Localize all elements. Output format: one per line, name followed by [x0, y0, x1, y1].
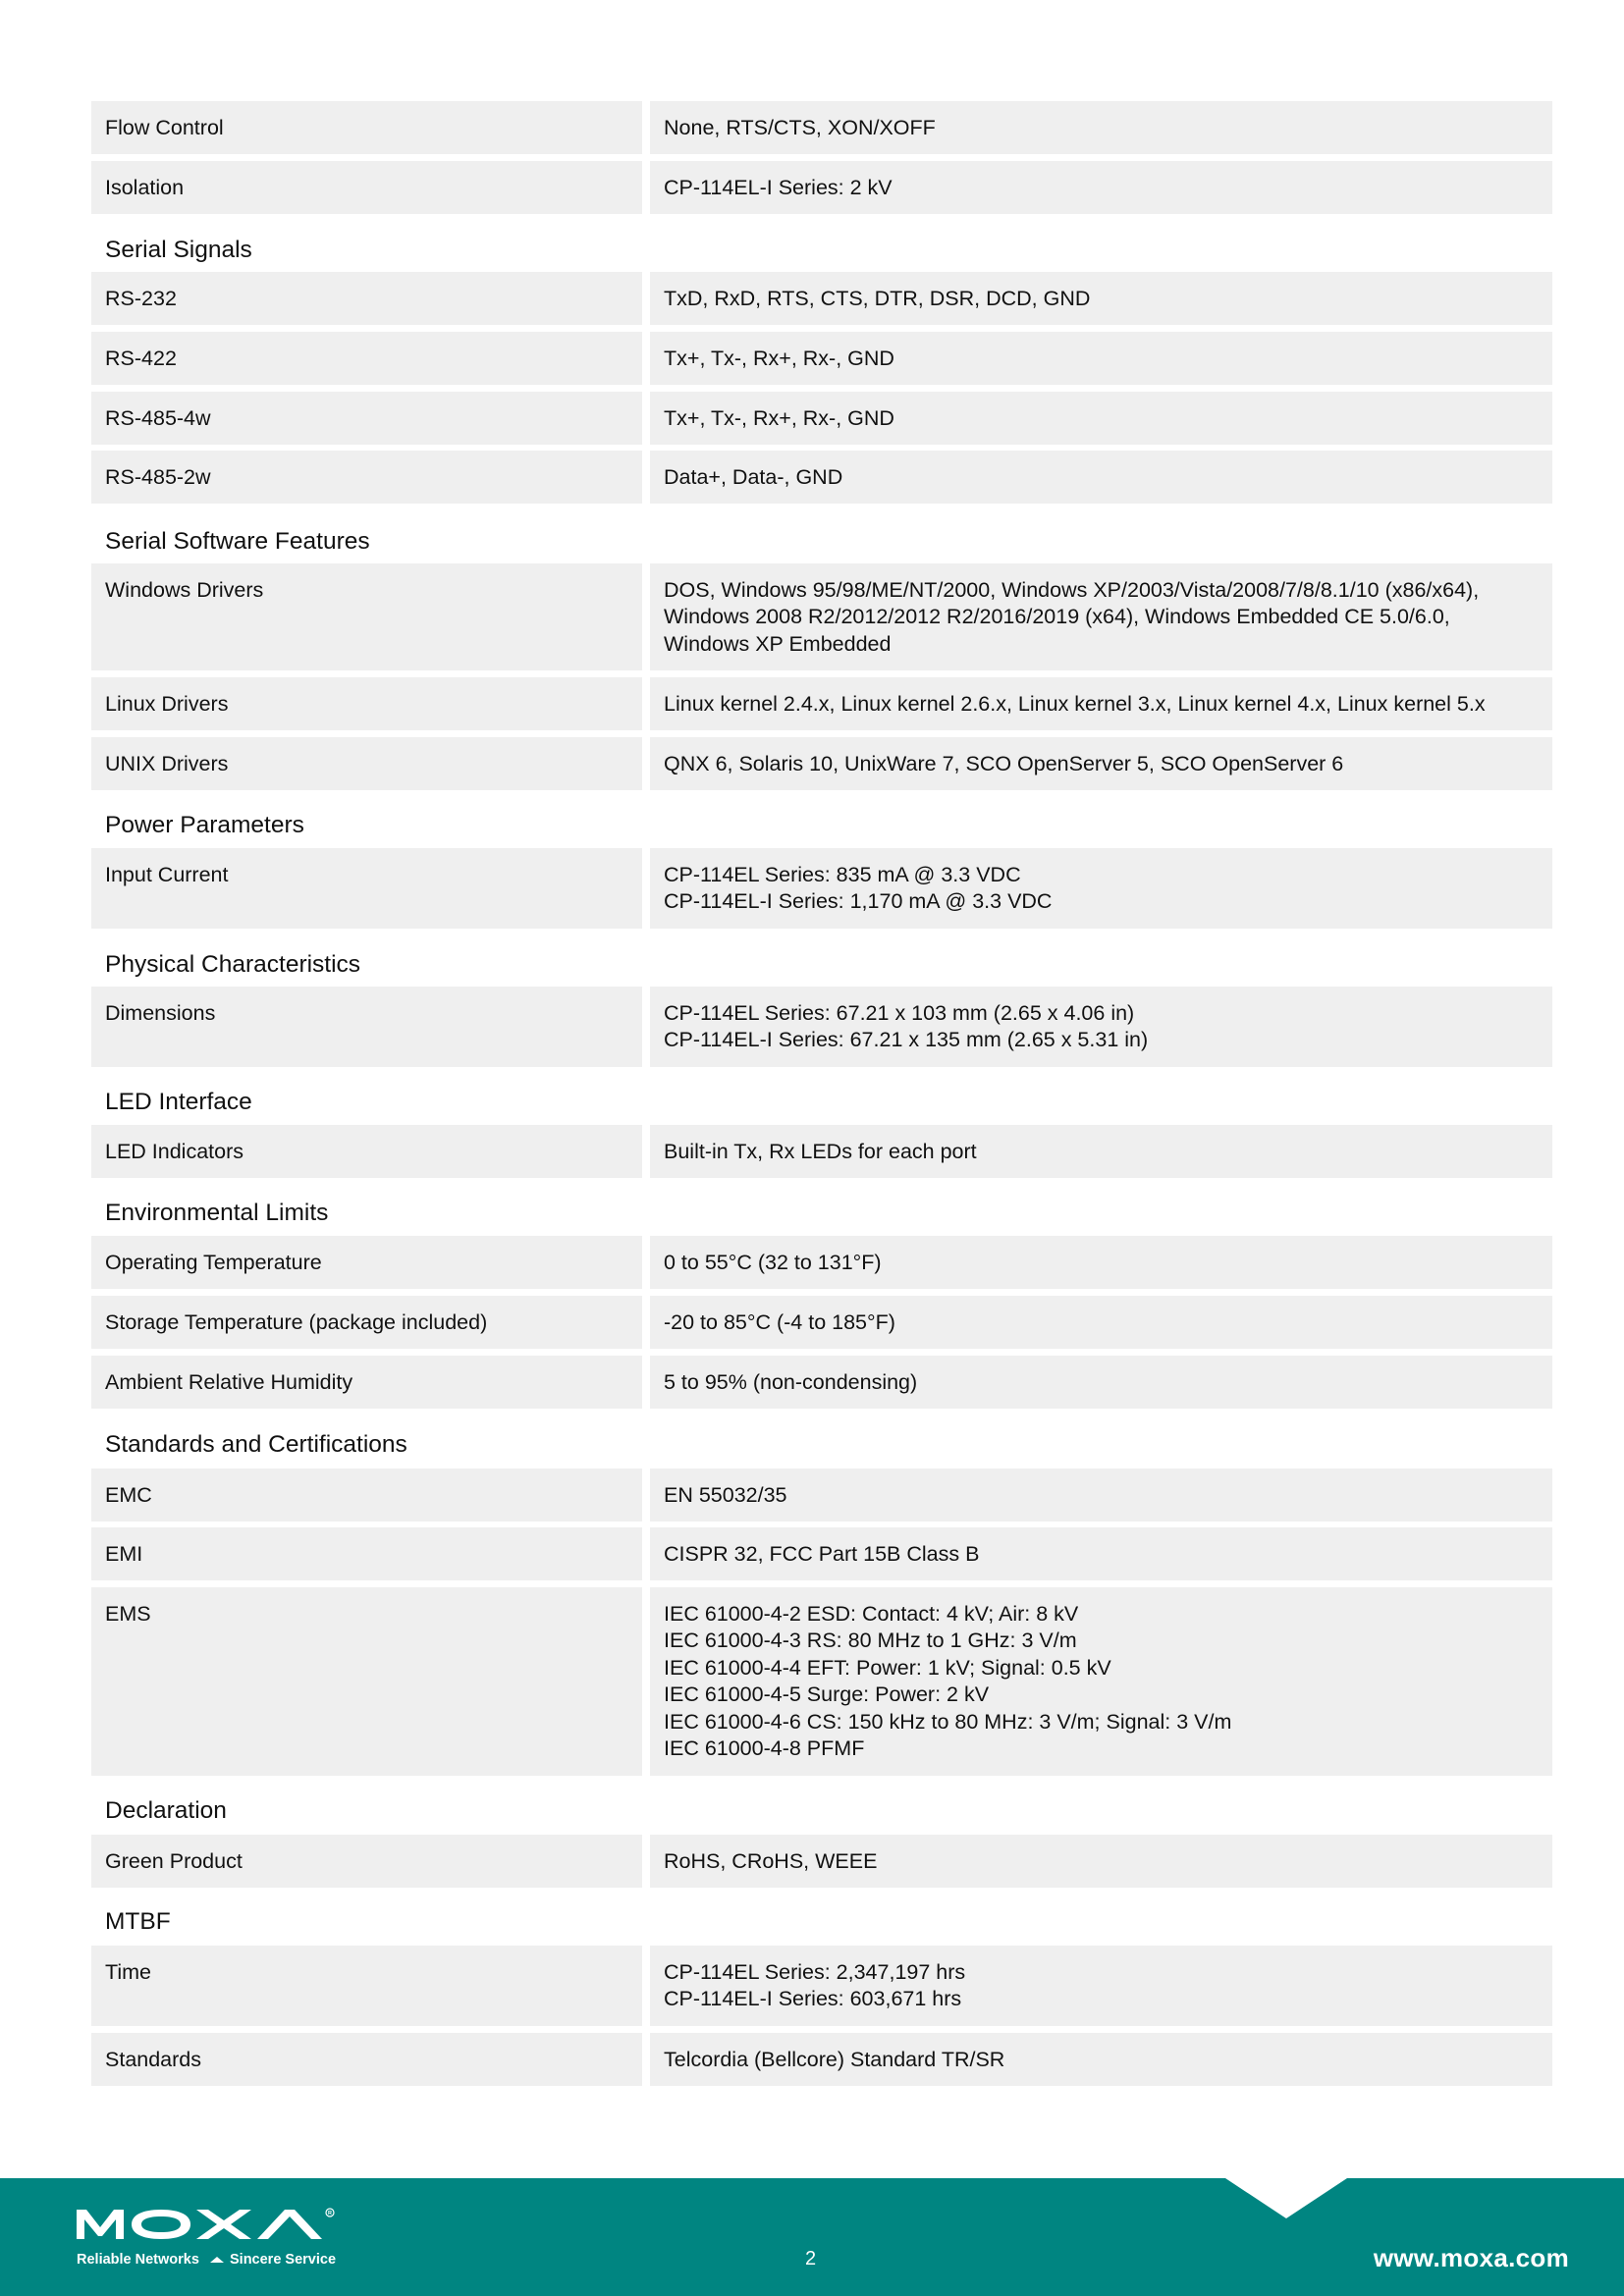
spec-label: RS-232: [91, 272, 642, 325]
spec-row-rs-422: [91, 332, 1552, 385]
spec-row-rs-485-4w: [91, 392, 1552, 445]
spec-value: [650, 392, 1552, 445]
spec-label: Green Product: [91, 1835, 642, 1888]
spec-row-isolation: [91, 161, 1552, 214]
spec-label: LED Indicators: [91, 1125, 642, 1178]
moxa-logo: [77, 2208, 352, 2276]
tagline-triangle-icon: [210, 2257, 224, 2263]
spec-value-line: CISPR 32, FCC Part 15B Class B: [664, 1542, 980, 1566]
spec-value: [650, 1236, 1552, 1289]
spec-label: Input Current: [91, 848, 642, 929]
spec-value: [650, 1296, 1552, 1349]
spec-label: Isolation: [91, 161, 642, 214]
spec-row-linux-drivers: [91, 677, 1552, 730]
spec-value-line: -20 to 85°C (-4 to 185°F): [664, 1310, 895, 1334]
spec-label: EMC: [91, 1468, 642, 1522]
section-heading-environmental-limits: Environmental Limits: [105, 1200, 329, 1226]
spec-value-line: Linux kernel 2.4.x, Linux kernel 2.6.x, Linux kernel 3.x, Linux kernel 4.x, Linux kernel 5.x: [664, 692, 1486, 716]
spec-value-line: IEC 61000-4-2 ESD: Contact: 4 kV; Air: 8 kV: [664, 1602, 1079, 1626]
spec-value: [650, 1468, 1552, 1522]
section-heading-declaration: Declaration: [105, 1797, 227, 1824]
section-heading-physical-characteristics: Physical Characteristics: [105, 951, 361, 978]
spec-label: Dimensions: [91, 987, 642, 1067]
spec-value-line: IEC 61000-4-4 EFT: Power: 1 kV; Signal: 0.5 kV: [664, 1655, 1111, 1680]
spec-value-line: CP-114EL-I Series: 2 kV: [664, 176, 893, 199]
spec-row-rs-485-2w: [91, 451, 1552, 504]
spec-label: Linux Drivers: [91, 677, 642, 730]
spec-value: [650, 1835, 1552, 1888]
section-heading-mtbf: MTBF: [105, 1908, 171, 1935]
page-number: 2: [805, 2248, 817, 2269]
spec-value-line: Data+, Data-, GND: [664, 465, 843, 489]
spec-value-line: Tx+, Tx-, Rx+, Rx-, GND: [664, 347, 894, 370]
spec-value-line: IEC 61000-4-8 PFMF: [664, 1736, 865, 1761]
spec-row-led-indicators: [91, 1125, 1552, 1178]
spec-value: [650, 2033, 1552, 2086]
logo-tagline-left: Reliable Networks: [77, 2252, 199, 2268]
spec-value-line: CP-114EL Series: 67.21 x 103 mm (2.65 x 4.06 in): [664, 1001, 1135, 1025]
spec-row-input-current: [91, 848, 1552, 929]
spec-label: RS-485-2w: [91, 451, 642, 504]
spec-value-line: QNX 6, Solaris 10, UnixWare 7, SCO OpenServer 5, SCO OpenServer 6: [664, 752, 1344, 775]
spec-label: RS-485-4w: [91, 392, 642, 445]
svg-text:R: R: [328, 2211, 332, 2217]
footer-notch-decoration: [1225, 2178, 1347, 2218]
spec-row-rs-232: [91, 272, 1552, 325]
spec-label: Storage Temperature (package included): [91, 1296, 642, 1349]
spec-row-operating-temperature: [91, 1236, 1552, 1289]
spec-value-line: RoHS, CRoHS, WEEE: [664, 1849, 878, 1873]
spec-value-line: IEC 61000-4-5 Surge: Power: 2 kV: [664, 1682, 990, 1707]
spec-label: EMS: [91, 1587, 642, 1776]
spec-value: [650, 1946, 1552, 2026]
spec-value: [650, 677, 1552, 730]
spec-value: [650, 101, 1552, 154]
spec-label: Time: [91, 1946, 642, 2026]
section-heading-serial-software-features: Serial Software Features: [105, 528, 370, 555]
spec-row-ambient-relative-humidity: [91, 1356, 1552, 1409]
logo-tagline-right: Sincere Service: [230, 2252, 337, 2268]
spec-value: [650, 272, 1552, 325]
spec-label: EMI: [91, 1527, 642, 1580]
spec-value: [650, 451, 1552, 504]
spec-value-line: 0 to 55°C (32 to 131°F): [664, 1251, 882, 1274]
page-footer: [0, 2178, 1624, 2296]
spec-value-line: DOS, Windows 95/98/ME/NT/2000, Windows XP/2003/Vista/2008/7/8/8.1/10 (x86/x64),: [664, 578, 1480, 602]
spec-label: UNIX Drivers: [91, 737, 642, 790]
spec-label: Flow Control: [91, 101, 642, 154]
spec-row-mtbf-standards: [91, 2033, 1552, 2086]
spec-row-mtbf-time: [91, 1946, 1552, 2026]
section-heading-power-parameters: Power Parameters: [105, 812, 304, 838]
spec-value-line: CP-114EL Series: 835 mA @ 3.3 VDC: [664, 863, 1021, 886]
spec-value: [650, 1125, 1552, 1178]
spec-value: [650, 737, 1552, 790]
spec-row-emc: [91, 1468, 1552, 1522]
spec-value-line: Tx+, Tx-, Rx+, Rx-, GND: [664, 406, 894, 430]
spec-value-line: IEC 61000-4-3 RS: 80 MHz to 1 GHz: 3 V/m: [664, 1629, 1077, 1653]
spec-value-line: CP-114EL-I Series: 1,170 mA @ 3.3 VDC: [664, 889, 1053, 914]
spec-value: [650, 848, 1552, 929]
spec-value: [650, 1356, 1552, 1409]
spec-label: Ambient Relative Humidity: [91, 1356, 642, 1409]
spec-label: RS-422: [91, 332, 642, 385]
spec-label: Standards: [91, 2033, 642, 2086]
spec-value: [650, 161, 1552, 214]
spec-row-storage-temperature: [91, 1296, 1552, 1349]
spec-value-line: Windows 2008 R2/2012/2012 R2/2016/2019 (x64), Windows Embedded CE 5.0/6.0,: [664, 605, 1450, 629]
spec-value: [650, 1527, 1552, 1580]
spec-row-unix-drivers: [91, 737, 1552, 790]
spec-value-line: EN 55032/35: [664, 1483, 787, 1507]
spec-value-line: Built-in Tx, Rx LEDs for each port: [664, 1140, 977, 1163]
spec-value-line: CP-114EL Series: 2,347,197 hrs: [664, 1960, 966, 1984]
section-heading-led-interface: LED Interface: [105, 1089, 252, 1115]
spec-row-windows-drivers: [91, 563, 1552, 670]
spec-row-emi: [91, 1527, 1552, 1580]
spec-label: Windows Drivers: [91, 563, 642, 670]
spec-value: [650, 1587, 1552, 1776]
spec-value-line: 5 to 95% (non-condensing): [664, 1370, 918, 1394]
spec-value-line: CP-114EL-I Series: 603,671 hrs: [664, 1987, 962, 2011]
spec-value-line: None, RTS/CTS, XON/XOFF: [664, 116, 936, 139]
spec-value-line: CP-114EL-I Series: 67.21 x 135 mm (2.65 x 5.31 in): [664, 1028, 1149, 1052]
spec-row-ems: [91, 1587, 1552, 1776]
section-heading-serial-signals: Serial Signals: [105, 237, 252, 263]
spec-value-line: Telcordia (Bellcore) Standard TR/SR: [664, 2048, 1005, 2071]
spec-value-line: Windows XP Embedded: [664, 631, 892, 656]
spec-row-flow-control: [91, 101, 1552, 154]
spec-row-green-product: [91, 1835, 1552, 1888]
section-heading-standards-and-certifications: Standards and Certifications: [105, 1431, 407, 1458]
spec-row-dimensions: [91, 987, 1552, 1067]
spec-value-line: IEC 61000-4-6 CS: 150 kHz to 80 MHz: 3 V/m; Signal: 3 V/m: [664, 1709, 1232, 1734]
spec-value: [650, 987, 1552, 1067]
spec-value-line: TxD, RxD, RTS, CTS, DTR, DSR, DCD, GND: [664, 287, 1091, 310]
spec-value: [650, 332, 1552, 385]
spec-value: [650, 563, 1552, 670]
spec-label: Operating Temperature: [91, 1236, 642, 1289]
website-link[interactable]: www.moxa.com: [1373, 2243, 1569, 2272]
